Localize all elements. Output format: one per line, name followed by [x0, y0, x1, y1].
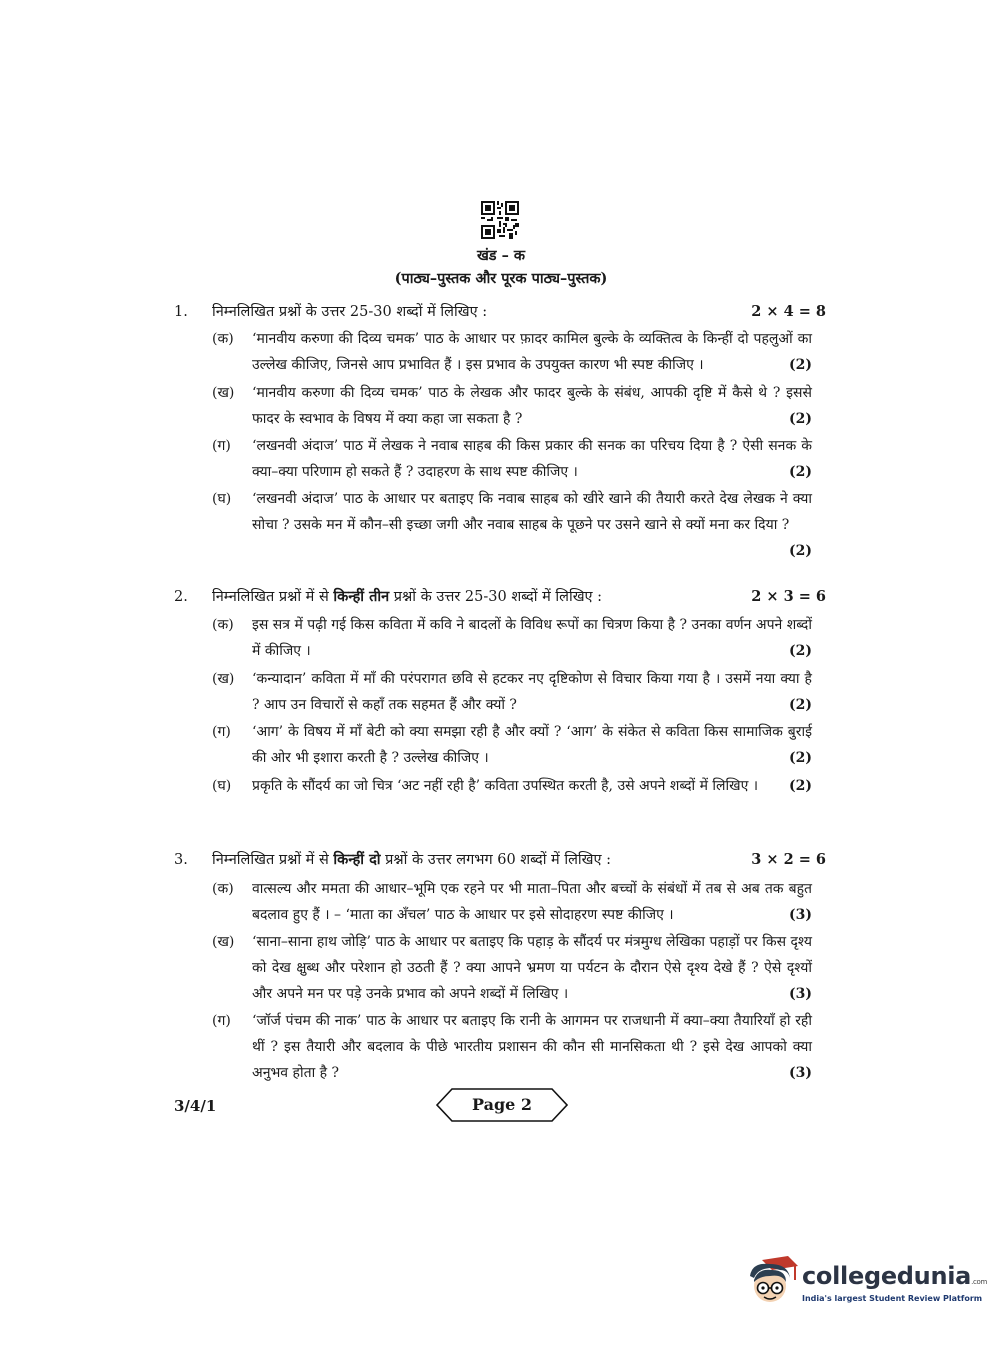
part-text: ‘साना–साना हाथ जोड़ि’ पाठ के आधार पर बताइए कि पहाड़ के सौंदर्य पर मंत्रमुग्ध लेखिका पहाड़ों पर किस दृश्य को देख क्षुब्ध और परेशान हो उठती हैं ? क्या आपने भ्रमण या पर्यटन के दौरान ऐसे दृश्य देखे हैं ? ऐसे दृश्यों और अपने मन पर पड़े उनके प्रभाव को अपने शब्दों में लिखिए ।: [252, 934, 812, 1002]
part-marks: (2): [789, 778, 812, 794]
question-prompt: निम्नलिखित प्रश्नों के उत्तर 25-30 शब्दों में लिखिए :: [212, 304, 488, 320]
part-text: ‘आग’ के विषय में माँ बेटी को क्या समझा रही है और क्यों ? ‘आग’ के संकेत से कविता किस सामाजिक बुराई की ओर भी इशारा करती है ? उल्लेख कीजिए ।: [252, 724, 812, 766]
part-text: ‘जॉर्ज पंचम की नाक’ पाठ के आधार पर बताइए कि रानी के आगमन पर राजधानी में क्या–क्या तैयारियाँ हो रही थीं ? इस तैयारी और बदलाव के पीछे भारतीय प्रशासन की कौन सी मानसिकता थी ? इसे देख आपको क्या अनुभव होता है ?: [252, 1013, 812, 1081]
part-label: (ख): [212, 385, 235, 401]
question-1-part-ka: [212, 326, 812, 378]
question-2-part-gha: [212, 773, 812, 799]
question-marks: 2 × 3 = 6: [751, 588, 826, 605]
part-text: वात्सल्य और ममता की आधार–भूमि एक रहने पर भी माता–पिता और बच्चों के संबंधों में तब से अब तक बहुत बदलाव हुए हैं । – ‘माता का अँचल’ पाठ के आधार पर इसे सोदाहरण स्पष्ट कीजिए ।: [252, 881, 812, 923]
paper-code: 3/4/1: [174, 1097, 217, 1115]
part-label: (ख): [212, 934, 235, 950]
part-text: ‘लखनवी अंदाज’ पाठ के आधार पर बताइए कि नवाब साहब को खीरे खाने की तैयारी करते देख लेखक ने क्या सोचा ? उसके मन में कौन–सी इच्छा जगी और नवाब साहब के पूछने पर उसने खाने से क्यों मना कर दिया ?: [252, 491, 812, 533]
question-number: 2.: [174, 589, 188, 605]
part-label: (घ): [212, 778, 232, 794]
part-label: (क): [212, 881, 234, 897]
part-marks: (3): [789, 907, 812, 923]
question-1-part-ga: [212, 433, 812, 485]
part-label: (ग): [212, 438, 231, 454]
question-3-part-ka: [212, 876, 812, 928]
part-marks: (3): [789, 986, 812, 1002]
question-3-part-ga: [212, 1008, 812, 1086]
part-label: (ख): [212, 671, 235, 687]
part-marks: (2): [789, 357, 812, 373]
question-2-part-kha: [212, 666, 812, 718]
question-1-part-gha: [212, 486, 812, 564]
question-prompt: निम्नलिखित प्रश्नों में से किन्हीं दो प्रश्नों के उत्तर लगभग 60 शब्दों में लिखिए :: [212, 851, 612, 868]
mascot-icon: [742, 1254, 802, 1312]
qr-code-icon: [481, 201, 519, 239]
part-marks: (2): [789, 750, 812, 766]
part-text: इस सत्र में पढ़ी गई किस कविता में कवि ने बादलों के विविध रूपों का चित्रण किया है ? उनका वर्णन अपने शब्दों में कीजिए ।: [252, 617, 812, 659]
question-3-part-kha: [212, 929, 812, 1007]
part-marks: (2): [789, 643, 812, 659]
part-marks: (2): [789, 543, 812, 559]
part-marks: (2): [789, 697, 812, 713]
question-marks: 3 × 2 = 6: [751, 851, 826, 868]
part-text: ‘मानवीय करुणा की दिव्य चमक’ पाठ के आधार पर फ़ादर कामिल बुल्के के व्यक्तित्व के किन्हीं दो पहलुओं का उल्लेख कीजिए, जिनसे आप प्रभावित हैं । इस प्रभाव के उपयुक्त कारण भी स्पष्ट कीजिए ।: [252, 331, 812, 373]
part-label: (ग): [212, 724, 231, 740]
part-label: (ग): [212, 1013, 231, 1029]
part-text: ‘मानवीय करुणा की दिव्य चमक’ पाठ के लेखक और फादर बुल्के के संबंध, आपकी दृष्टि में कैसे थे ? इससे फादर के स्वभाव के विषय में क्या कहा जा सकता है ?: [252, 385, 812, 427]
brand-tagline: India's largest Student Review Platform: [802, 1294, 983, 1303]
part-label: (क): [212, 331, 234, 347]
part-label: (घ): [212, 491, 232, 507]
question-2-part-ga: [212, 719, 812, 771]
part-marks: (3): [789, 1065, 812, 1081]
brand-name: collegedunia.com: [802, 1262, 988, 1290]
section-subtitle: (पाठ्य–पुस्तक और पूरक पाठ्य–पुस्तक): [394, 270, 608, 287]
part-marks: (2): [789, 464, 812, 480]
question-number: 3.: [174, 852, 188, 868]
part-text: ‘लखनवी अंदाज’ पाठ में लेखक ने नवाब साहब की किस प्रकार की सनक का परिचय दिया है ? ऐसी सनक के क्या–क्या परिणाम हो सकते हैं ? उदाहरण के साथ स्पष्ट कीजिए ।: [252, 438, 812, 480]
collegedunia-logo: [742, 1254, 988, 1314]
part-text: प्रकृति के सौंदर्य का जो चित्र ‘अट नहीं रही है’ कविता उपस्थित करती है, उसे अपने शब्दों में लिखिए ।: [252, 778, 759, 794]
part-label: (क): [212, 617, 234, 633]
part-text: ‘कन्यादान’ कविता में माँ की परंपरागत छवि से हटकर नए दृष्टिकोण से विचार किया गया है । उसमें नया क्या है ? आप उन विचारों से कहाँ तक सहमत हैं और क्यों ?: [252, 671, 812, 713]
question-marks: 2 × 4 = 8: [751, 303, 826, 320]
part-marks: (2): [789, 411, 812, 427]
question-1-part-kha: [212, 380, 812, 432]
question-2-part-ka: [212, 612, 812, 664]
page-label: Page 2: [471, 1095, 533, 1114]
question-number: 1.: [174, 304, 188, 320]
question-prompt: निम्नलिखित प्रश्नों में से किन्हीं तीन प्रश्नों के उत्तर 25-30 शब्दों में लिखिए :: [212, 588, 603, 605]
page-number-tag: [436, 1088, 568, 1122]
section-title: खंड – क: [476, 247, 526, 264]
